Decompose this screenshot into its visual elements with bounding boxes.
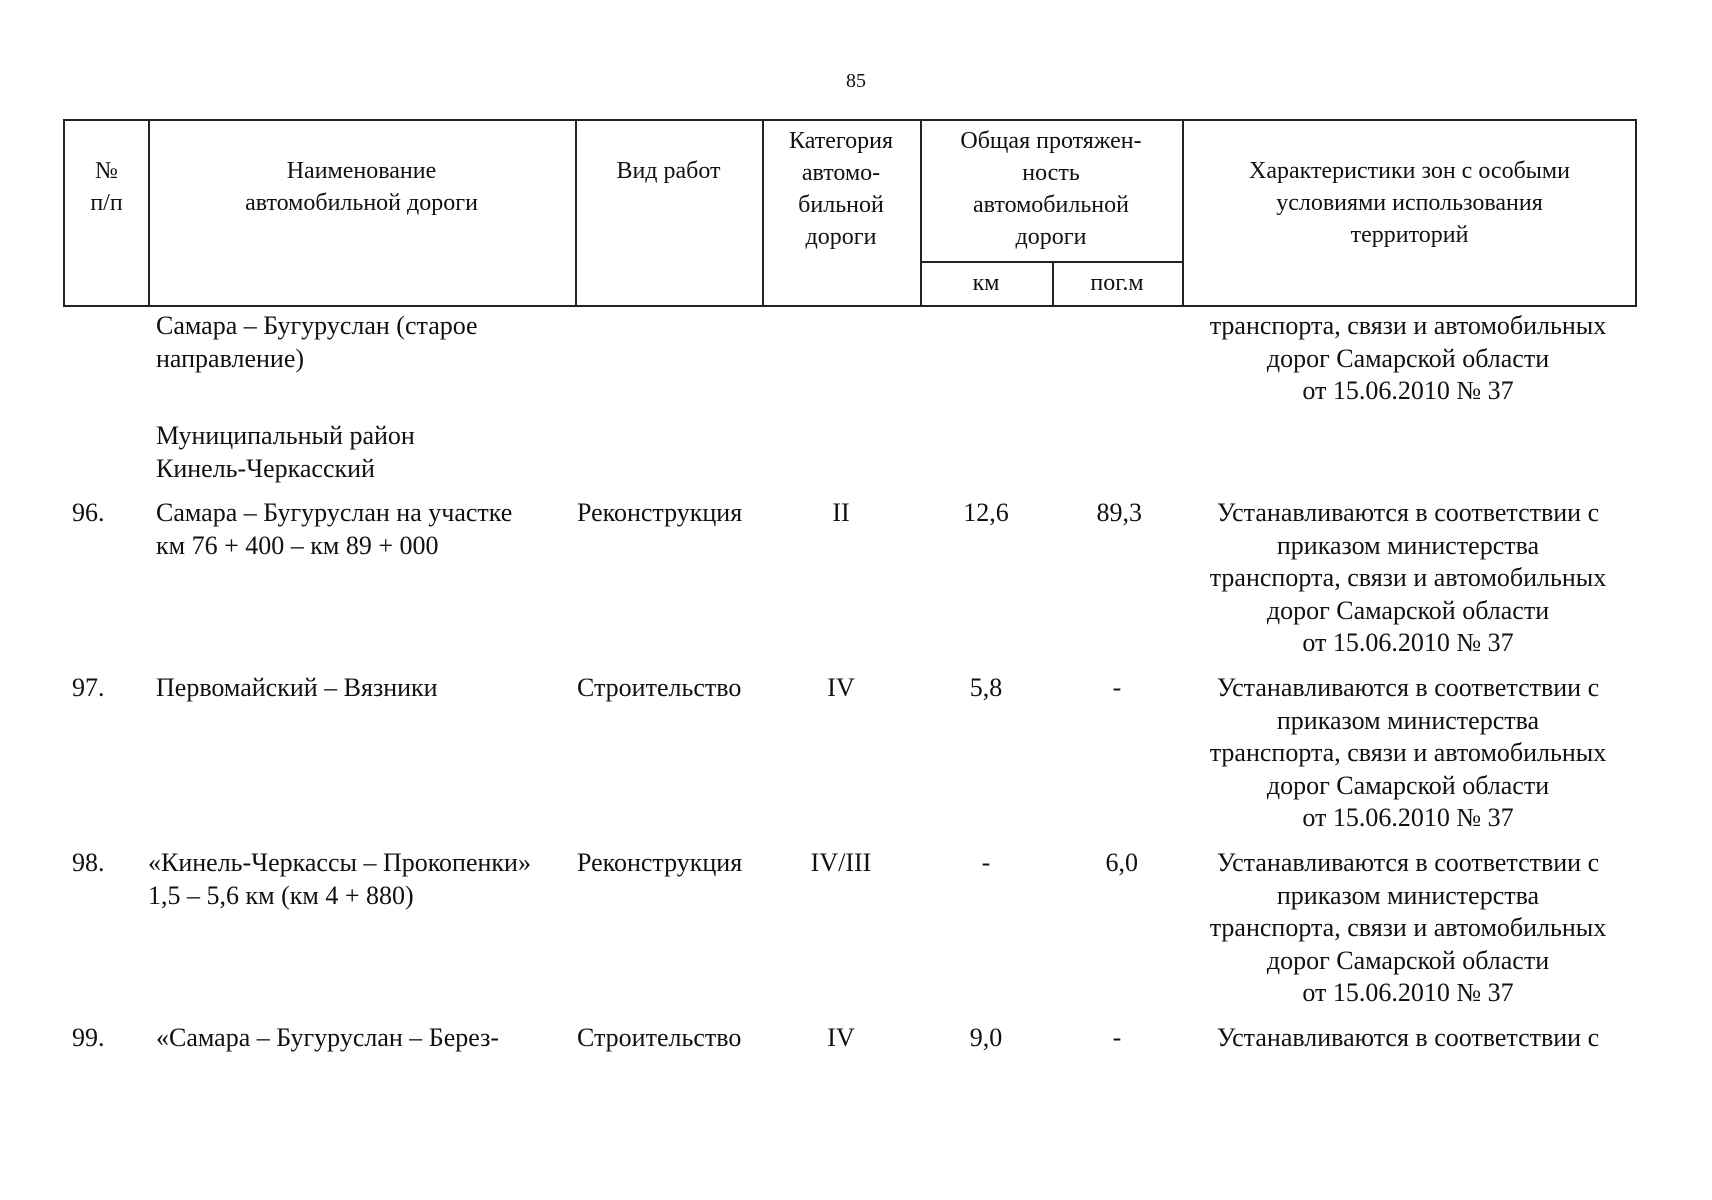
row-98-km: - <box>981 848 991 877</box>
row-99-num: 99. <box>72 1023 105 1052</box>
header-pogm: пог.м <box>1090 270 1144 296</box>
table-header <box>63 119 1637 307</box>
row-97-characteristics: Устанавливаются в соответствии с приказом министерства транспорта, связи и автомобильных дорог Самарской области от 15.06.2010 № 37 <box>1209 673 1607 832</box>
header-zone-characteristics: Характеристики зон с особыми условиями использования территорий <box>1249 158 1570 248</box>
row-96-category: II <box>832 498 850 527</box>
row-99-work-type: Строительство <box>577 1023 742 1052</box>
row-98-category: IV/III <box>810 848 872 877</box>
continuation-road-name: Самара – Бугуруслан (старое направление) <box>156 311 478 373</box>
row-99-pogm: - <box>1112 1023 1122 1052</box>
row-99-road-name: «Самара – Бугуруслан – Берез- <box>156 1023 500 1052</box>
row-97-work-type: Строительство <box>577 673 742 702</box>
header-divider <box>920 261 1182 263</box>
row-97-km: 5,8 <box>969 673 1003 702</box>
row-97-num: 97. <box>72 673 105 702</box>
header-work-type: Вид работ <box>616 158 721 184</box>
row-96-work-type: Реконструкция <box>577 498 743 527</box>
header-total-length: Общая протяжен- ность автомобильной дороги <box>960 128 1142 250</box>
row-99-km: 9,0 <box>969 1023 1003 1052</box>
row-98-work-type: Реконструкция <box>577 848 743 877</box>
page-number: 85 <box>846 70 866 92</box>
row-97-pogm: - <box>1112 673 1122 702</box>
row-96-km: 12,6 <box>963 498 1009 527</box>
row-96-num: 96. <box>72 498 105 527</box>
district-heading: Муниципальный район Кинель-Черкасский <box>156 421 415 483</box>
row-97-road-name: Первомайский – Вязники <box>156 673 438 702</box>
row-98-characteristics: Устанавливаются в соответствии с приказом министерства транспорта, связи и автомобильных дорог Самарской области от 15.06.2010 № 37 <box>1209 848 1607 1007</box>
row-96-road-name: Самара – Бугуруслан на участке км 76 + 400 – км 89 + 000 <box>156 498 513 560</box>
header-divider <box>575 121 577 305</box>
row-98-num: 98. <box>72 848 105 877</box>
continuation-characteristics: транспорта, связи и автомобильных дорог Самарской области от 15.06.2010 № 37 <box>1209 311 1607 405</box>
row-99-characteristics: Устанавливаются в соответствии с <box>1216 1023 1600 1052</box>
row-99-category: IV <box>827 1023 855 1052</box>
row-97-category: IV <box>827 673 855 702</box>
header-category: Категория автомо- бильной дороги <box>789 128 893 250</box>
header-km: км <box>972 270 1000 296</box>
row-98-road-name: «Кинель-Черкассы – Прокопенки» 1,5 – 5,6 км (км 4 + 880) <box>148 848 531 910</box>
row-96-pogm: 89,3 <box>1096 498 1142 527</box>
row-96-characteristics: Устанавливаются в соответствии с приказом министерства транспорта, связи и автомобильных дорог Самарской области от 15.06.2010 № 37 <box>1209 498 1607 657</box>
row-98-pogm: 6,0 <box>1105 848 1138 877</box>
header-road-name: Наименование автомобильной дороги <box>245 158 478 216</box>
header-num: № п/п <box>90 158 123 216</box>
